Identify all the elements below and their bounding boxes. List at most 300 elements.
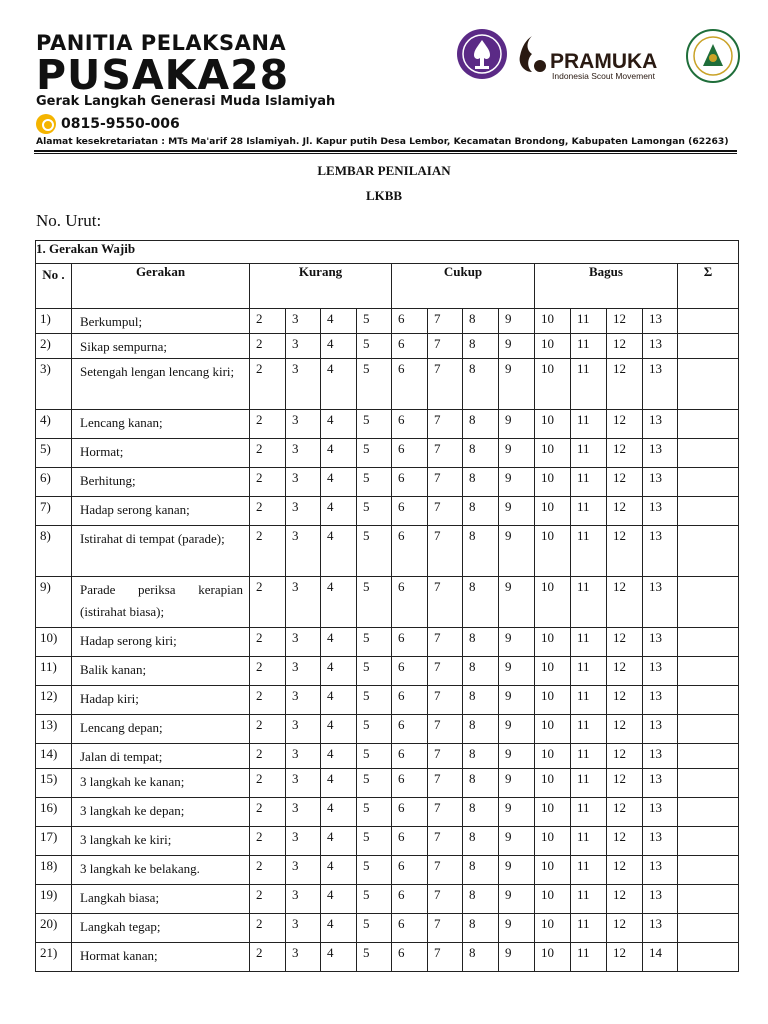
score-cell[interactable]: 2 xyxy=(250,885,286,914)
score-cell[interactable]: 10 xyxy=(535,526,571,577)
score-cell[interactable]: 6 xyxy=(392,943,428,972)
score-cell[interactable]: 13 xyxy=(643,827,678,856)
total-cell[interactable] xyxy=(678,410,739,439)
total-cell[interactable] xyxy=(678,798,739,827)
score-cell[interactable]: 9 xyxy=(499,309,535,334)
score-cell[interactable]: 12 xyxy=(607,439,643,468)
score-cell[interactable]: 4 xyxy=(321,497,357,526)
score-cell[interactable]: 7 xyxy=(428,439,463,468)
score-cell[interactable]: 8 xyxy=(463,686,499,715)
score-cell[interactable]: 7 xyxy=(428,526,463,577)
score-cell[interactable]: 7 xyxy=(428,914,463,943)
score-cell[interactable]: 7 xyxy=(428,827,463,856)
score-cell[interactable]: 5 xyxy=(357,686,392,715)
score-cell[interactable]: 9 xyxy=(499,798,535,827)
score-cell[interactable]: 4 xyxy=(321,439,357,468)
score-cell[interactable]: 2 xyxy=(250,309,286,334)
score-cell[interactable]: 2 xyxy=(250,468,286,497)
score-cell[interactable]: 6 xyxy=(392,856,428,885)
score-cell[interactable]: 7 xyxy=(428,798,463,827)
score-cell[interactable]: 5 xyxy=(357,359,392,410)
score-cell[interactable]: 5 xyxy=(357,827,392,856)
score-cell[interactable]: 8 xyxy=(463,856,499,885)
score-cell[interactable]: 6 xyxy=(392,526,428,577)
col-header-kurang: Kurang xyxy=(250,264,392,309)
total-cell[interactable] xyxy=(678,439,739,468)
score-cell[interactable]: 7 xyxy=(428,657,463,686)
score-cell[interactable]: 9 xyxy=(499,439,535,468)
score-cell[interactable]: 13 xyxy=(643,798,678,827)
score-cell[interactable]: 4 xyxy=(321,798,357,827)
row-number: 3) xyxy=(36,359,72,410)
score-cell[interactable]: 9 xyxy=(499,628,535,657)
score-cell[interactable]: 11 xyxy=(571,798,607,827)
score-cell[interactable]: 6 xyxy=(392,744,428,769)
score-cell[interactable]: 9 xyxy=(499,769,535,798)
score-cell[interactable]: 12 xyxy=(607,657,643,686)
score-cell[interactable]: 10 xyxy=(535,468,571,497)
score-cell[interactable]: 11 xyxy=(571,359,607,410)
score-cell[interactable]: 2 xyxy=(250,744,286,769)
score-cell[interactable]: 3 xyxy=(286,744,321,769)
score-cell[interactable]: 4 xyxy=(321,309,357,334)
table-row xyxy=(36,827,739,856)
score-cell[interactable]: 7 xyxy=(428,744,463,769)
score-cell[interactable]: 13 xyxy=(643,497,678,526)
score-cell[interactable]: 2 xyxy=(250,856,286,885)
score-cell[interactable]: 2 xyxy=(250,577,286,628)
score-cell[interactable]: 6 xyxy=(392,686,428,715)
score-cell[interactable]: 13 xyxy=(643,526,678,577)
score-cell[interactable]: 2 xyxy=(250,769,286,798)
score-cell[interactable]: 3 xyxy=(286,769,321,798)
score-cell[interactable]: 12 xyxy=(607,628,643,657)
score-cell[interactable]: 2 xyxy=(250,827,286,856)
score-cell[interactable]: 9 xyxy=(499,914,535,943)
score-cell[interactable]: 8 xyxy=(463,769,499,798)
score-cell[interactable]: 7 xyxy=(428,334,463,359)
score-cell[interactable]: 5 xyxy=(357,628,392,657)
score-cell[interactable]: 8 xyxy=(463,526,499,577)
score-cell[interactable]: 13 xyxy=(643,359,678,410)
score-cell[interactable]: 2 xyxy=(250,628,286,657)
score-cell[interactable]: 3 xyxy=(286,798,321,827)
score-cell[interactable]: 8 xyxy=(463,914,499,943)
score-cell[interactable]: 8 xyxy=(463,497,499,526)
score-cell[interactable]: 11 xyxy=(571,769,607,798)
total-cell[interactable] xyxy=(678,497,739,526)
score-cell[interactable]: 7 xyxy=(428,628,463,657)
score-cell[interactable]: 5 xyxy=(357,856,392,885)
score-cell[interactable]: 4 xyxy=(321,715,357,744)
score-cell[interactable]: 2 xyxy=(250,686,286,715)
score-cell[interactable]: 5 xyxy=(357,439,392,468)
total-cell[interactable] xyxy=(678,769,739,798)
score-cell[interactable]: 13 xyxy=(643,856,678,885)
score-cell[interactable]: 9 xyxy=(499,410,535,439)
total-cell[interactable] xyxy=(678,628,739,657)
score-cell[interactable]: 5 xyxy=(357,657,392,686)
movement-name: Hadap serong kanan; xyxy=(72,497,250,526)
score-cell[interactable]: 4 xyxy=(321,744,357,769)
score-cell[interactable]: 6 xyxy=(392,769,428,798)
total-cell[interactable] xyxy=(678,334,739,359)
score-cell[interactable]: 5 xyxy=(357,497,392,526)
score-cell[interactable]: 5 xyxy=(357,526,392,577)
secretariat-address: Alamat kesekretariatan : MTs Ma'arif 28 Islamiyah. Jl. Kapur putih Desa Lembor, Kecamatan Brondong, Kabupaten Lamongan (62263) xyxy=(36,136,729,147)
score-cell[interactable]: 5 xyxy=(357,410,392,439)
score-cell[interactable]: 11 xyxy=(571,885,607,914)
score-cell[interactable]: 13 xyxy=(643,744,678,769)
score-cell[interactable]: 3 xyxy=(286,468,321,497)
score-cell[interactable]: 10 xyxy=(535,628,571,657)
score-cell[interactable]: 3 xyxy=(286,657,321,686)
total-cell[interactable] xyxy=(678,359,739,410)
score-cell[interactable]: 3 xyxy=(286,439,321,468)
table-row xyxy=(36,914,739,943)
total-cell[interactable] xyxy=(678,943,739,972)
total-cell[interactable] xyxy=(678,657,739,686)
score-cell[interactable]: 5 xyxy=(357,468,392,497)
score-cell[interactable]: 9 xyxy=(499,468,535,497)
score-cell[interactable]: 11 xyxy=(571,657,607,686)
score-cell[interactable]: 6 xyxy=(392,628,428,657)
score-cell[interactable]: 8 xyxy=(463,334,499,359)
score-cell[interactable]: 2 xyxy=(250,657,286,686)
score-cell[interactable]: 6 xyxy=(392,914,428,943)
score-cell[interactable]: 10 xyxy=(535,497,571,526)
score-cell[interactable]: 9 xyxy=(499,744,535,769)
row-number: 20) xyxy=(36,914,72,943)
score-cell[interactable]: 13 xyxy=(643,334,678,359)
score-cell[interactable]: 4 xyxy=(321,577,357,628)
score-cell[interactable]: 5 xyxy=(357,769,392,798)
score-cell[interactable]: 10 xyxy=(535,769,571,798)
col-header-no: No . xyxy=(36,264,72,309)
score-cell[interactable]: 9 xyxy=(499,359,535,410)
row-number: 19) xyxy=(36,885,72,914)
score-cell[interactable]: 8 xyxy=(463,439,499,468)
score-cell[interactable]: 6 xyxy=(392,885,428,914)
total-cell[interactable] xyxy=(678,715,739,744)
score-cell[interactable]: 3 xyxy=(286,715,321,744)
total-cell[interactable] xyxy=(678,686,739,715)
score-cell[interactable]: 3 xyxy=(286,526,321,577)
score-cell[interactable]: 10 xyxy=(535,686,571,715)
score-cell[interactable]: 10 xyxy=(535,410,571,439)
score-cell[interactable]: 8 xyxy=(463,657,499,686)
score-cell[interactable]: 13 xyxy=(643,309,678,334)
score-cell[interactable]: 11 xyxy=(571,827,607,856)
score-cell[interactable]: 3 xyxy=(286,309,321,334)
score-cell[interactable]: 8 xyxy=(463,468,499,497)
score-cell[interactable]: 5 xyxy=(357,577,392,628)
total-cell[interactable] xyxy=(678,526,739,577)
score-cell[interactable]: 2 xyxy=(250,526,286,577)
table-row xyxy=(36,309,739,334)
score-cell[interactable]: 4 xyxy=(321,334,357,359)
score-cell[interactable]: 10 xyxy=(535,439,571,468)
score-cell[interactable]: 5 xyxy=(357,334,392,359)
row-number: 10) xyxy=(36,628,72,657)
total-cell[interactable] xyxy=(678,856,739,885)
score-cell[interactable]: 13 xyxy=(643,686,678,715)
score-cell[interactable]: 2 xyxy=(250,798,286,827)
score-cell[interactable]: 11 xyxy=(571,628,607,657)
total-cell[interactable] xyxy=(678,468,739,497)
score-cell[interactable]: 7 xyxy=(428,410,463,439)
score-cell[interactable]: 7 xyxy=(428,468,463,497)
score-cell[interactable]: 13 xyxy=(643,628,678,657)
score-cell[interactable]: 9 xyxy=(499,334,535,359)
score-cell[interactable]: 5 xyxy=(357,798,392,827)
score-cell[interactable]: 5 xyxy=(357,309,392,334)
score-cell[interactable]: 7 xyxy=(428,577,463,628)
movement-name: Berhitung; xyxy=(72,468,250,497)
score-cell[interactable]: 7 xyxy=(428,769,463,798)
score-cell[interactable]: 9 xyxy=(499,827,535,856)
score-cell[interactable]: 2 xyxy=(250,914,286,943)
score-cell[interactable]: 8 xyxy=(463,410,499,439)
score-cell[interactable]: 4 xyxy=(321,359,357,410)
movement-name: Jalan di tempat; xyxy=(72,744,250,769)
score-cell[interactable]: 8 xyxy=(463,827,499,856)
score-cell[interactable]: 6 xyxy=(392,577,428,628)
score-cell[interactable]: 8 xyxy=(463,309,499,334)
score-cell[interactable]: 12 xyxy=(607,410,643,439)
score-cell[interactable]: 2 xyxy=(250,715,286,744)
score-cell[interactable]: 3 xyxy=(286,334,321,359)
score-cell[interactable]: 8 xyxy=(463,359,499,410)
score-cell[interactable]: 11 xyxy=(571,943,607,972)
score-cell[interactable]: 12 xyxy=(607,334,643,359)
score-cell[interactable]: 12 xyxy=(607,686,643,715)
event-name: PUSAKA28 xyxy=(36,51,290,99)
event-tagline: Gerak Langkah Generasi Muda Islamiyah xyxy=(36,94,336,109)
total-cell[interactable] xyxy=(678,577,739,628)
score-cell[interactable]: 11 xyxy=(571,856,607,885)
score-cell[interactable]: 9 xyxy=(499,526,535,577)
score-cell[interactable]: 11 xyxy=(571,686,607,715)
score-cell[interactable]: 13 xyxy=(643,885,678,914)
score-cell[interactable]: 4 xyxy=(321,468,357,497)
score-cell[interactable]: 3 xyxy=(286,885,321,914)
score-cell[interactable]: 6 xyxy=(392,798,428,827)
score-cell[interactable]: 9 xyxy=(499,715,535,744)
score-cell[interactable]: 2 xyxy=(250,943,286,972)
score-cell[interactable]: 8 xyxy=(463,628,499,657)
score-cell[interactable]: 4 xyxy=(321,686,357,715)
score-cell[interactable]: 8 xyxy=(463,943,499,972)
score-cell[interactable]: 7 xyxy=(428,497,463,526)
score-cell[interactable]: 11 xyxy=(571,410,607,439)
score-cell[interactable]: 11 xyxy=(571,439,607,468)
score-cell[interactable]: 4 xyxy=(321,856,357,885)
score-cell[interactable]: 6 xyxy=(392,468,428,497)
score-cell[interactable]: 4 xyxy=(321,943,357,972)
score-cell[interactable]: 12 xyxy=(607,943,643,972)
score-cell[interactable]: 8 xyxy=(463,885,499,914)
score-cell[interactable]: 12 xyxy=(607,827,643,856)
score-cell[interactable]: 5 xyxy=(357,885,392,914)
score-cell[interactable]: 4 xyxy=(321,628,357,657)
score-cell[interactable]: 4 xyxy=(321,914,357,943)
score-cell[interactable]: 5 xyxy=(357,715,392,744)
score-cell[interactable]: 3 xyxy=(286,686,321,715)
score-cell[interactable]: 7 xyxy=(428,359,463,410)
score-cell[interactable]: 6 xyxy=(392,497,428,526)
row-number: 12) xyxy=(36,686,72,715)
score-cell[interactable]: 10 xyxy=(535,943,571,972)
score-cell[interactable]: 10 xyxy=(535,798,571,827)
score-cell[interactable]: 8 xyxy=(463,715,499,744)
score-cell[interactable]: 4 xyxy=(321,657,357,686)
score-cell[interactable]: 7 xyxy=(428,309,463,334)
score-cell[interactable]: 13 xyxy=(643,657,678,686)
score-cell[interactable]: 12 xyxy=(607,497,643,526)
pramuka-subtitle: Indonesia Scout Movement xyxy=(552,71,656,81)
no-urut-label: No. Urut: xyxy=(36,211,102,230)
table-row xyxy=(36,577,739,628)
score-cell[interactable]: 10 xyxy=(535,827,571,856)
score-cell[interactable]: 6 xyxy=(392,439,428,468)
score-cell[interactable]: 3 xyxy=(286,856,321,885)
total-cell[interactable] xyxy=(678,827,739,856)
score-cell[interactable]: 4 xyxy=(321,885,357,914)
score-cell[interactable]: 5 xyxy=(357,943,392,972)
score-cell[interactable]: 9 xyxy=(499,657,535,686)
score-cell[interactable]: 7 xyxy=(428,715,463,744)
score-cell[interactable]: 2 xyxy=(250,410,286,439)
score-cell[interactable]: 13 xyxy=(643,439,678,468)
score-cell[interactable]: 9 xyxy=(499,943,535,972)
score-cell[interactable]: 11 xyxy=(571,497,607,526)
score-cell[interactable]: 9 xyxy=(499,885,535,914)
score-cell[interactable]: 6 xyxy=(392,410,428,439)
total-cell[interactable] xyxy=(678,744,739,769)
score-cell[interactable]: 3 xyxy=(286,577,321,628)
score-cell[interactable]: 12 xyxy=(607,914,643,943)
score-cell[interactable]: 9 xyxy=(499,856,535,885)
score-cell[interactable]: 6 xyxy=(392,334,428,359)
score-cell[interactable]: 13 xyxy=(643,715,678,744)
score-cell[interactable]: 12 xyxy=(607,769,643,798)
score-cell[interactable]: 6 xyxy=(392,715,428,744)
score-cell[interactable]: 8 xyxy=(463,744,499,769)
score-cell[interactable]: 7 xyxy=(428,856,463,885)
score-cell[interactable]: 7 xyxy=(428,885,463,914)
score-cell[interactable]: 11 xyxy=(571,744,607,769)
movement-name: Setengah lengan lencang kiri; xyxy=(72,359,250,410)
score-cell[interactable]: 12 xyxy=(607,744,643,769)
score-cell[interactable]: 10 xyxy=(535,334,571,359)
movement-name: Istirahat di tempat (parade); xyxy=(72,526,250,577)
score-cell[interactable]: 11 xyxy=(571,468,607,497)
score-cell[interactable]: 3 xyxy=(286,410,321,439)
score-cell[interactable]: 9 xyxy=(499,577,535,628)
score-cell[interactable]: 7 xyxy=(428,943,463,972)
score-cell[interactable]: 2 xyxy=(250,497,286,526)
score-cell[interactable]: 6 xyxy=(392,827,428,856)
movement-name: 3 langkah ke belakang. xyxy=(72,856,250,885)
score-cell[interactable]: 10 xyxy=(535,715,571,744)
score-cell[interactable]: 11 xyxy=(571,526,607,577)
score-cell[interactable]: 3 xyxy=(286,359,321,410)
score-cell[interactable]: 8 xyxy=(463,798,499,827)
score-cell[interactable]: 3 xyxy=(286,497,321,526)
row-number: 13) xyxy=(36,715,72,744)
score-cell[interactable]: 7 xyxy=(428,686,463,715)
score-cell[interactable]: 2 xyxy=(250,359,286,410)
score-cell[interactable]: 4 xyxy=(321,769,357,798)
score-cell[interactable]: 9 xyxy=(499,497,535,526)
score-cell[interactable]: 6 xyxy=(392,657,428,686)
score-cell[interactable]: 10 xyxy=(535,885,571,914)
score-cell[interactable]: 12 xyxy=(607,526,643,577)
score-cell[interactable]: 11 xyxy=(571,577,607,628)
score-cell[interactable]: 12 xyxy=(607,359,643,410)
score-cell[interactable]: 9 xyxy=(499,686,535,715)
score-cell[interactable]: 11 xyxy=(571,334,607,359)
score-cell[interactable]: 10 xyxy=(535,359,571,410)
score-cell[interactable]: 11 xyxy=(571,715,607,744)
total-cell[interactable] xyxy=(678,885,739,914)
score-cell[interactable]: 2 xyxy=(250,334,286,359)
score-cell[interactable]: 3 xyxy=(286,628,321,657)
score-cell[interactable]: 10 xyxy=(535,577,571,628)
score-cell[interactable]: 12 xyxy=(607,468,643,497)
score-cell[interactable]: 10 xyxy=(535,744,571,769)
score-cell[interactable]: 11 xyxy=(571,309,607,334)
total-cell[interactable] xyxy=(678,309,739,334)
score-cell[interactable]: 10 xyxy=(535,309,571,334)
score-cell[interactable]: 5 xyxy=(357,914,392,943)
score-cell[interactable]: 12 xyxy=(607,856,643,885)
score-cell[interactable]: 10 xyxy=(535,856,571,885)
score-cell[interactable]: 4 xyxy=(321,410,357,439)
score-cell[interactable]: 13 xyxy=(643,914,678,943)
score-cell[interactable]: 5 xyxy=(357,744,392,769)
score-cell[interactable]: 3 xyxy=(286,943,321,972)
score-cell[interactable]: 13 xyxy=(643,468,678,497)
score-cell[interactable]: 8 xyxy=(463,577,499,628)
score-cell[interactable]: 13 xyxy=(643,769,678,798)
score-cell[interactable]: 4 xyxy=(321,526,357,577)
score-cell[interactable]: 10 xyxy=(535,657,571,686)
score-cell[interactable]: 10 xyxy=(535,914,571,943)
section-row xyxy=(36,241,739,264)
score-cell[interactable]: 12 xyxy=(607,715,643,744)
score-cell[interactable]: 14 xyxy=(643,943,678,972)
score-cell[interactable]: 12 xyxy=(607,309,643,334)
score-cell[interactable]: 12 xyxy=(607,885,643,914)
score-cell[interactable]: 12 xyxy=(607,577,643,628)
score-cell[interactable]: 13 xyxy=(643,410,678,439)
score-cell[interactable]: 6 xyxy=(392,359,428,410)
score-cell[interactable]: 11 xyxy=(571,914,607,943)
total-cell[interactable] xyxy=(678,914,739,943)
row-number: 9) xyxy=(36,577,72,628)
score-cell[interactable]: 3 xyxy=(286,827,321,856)
table-row xyxy=(36,715,739,744)
score-cell[interactable]: 4 xyxy=(321,827,357,856)
score-cell[interactable]: 13 xyxy=(643,577,678,628)
committee-heading: PANITIA PELAKSANA xyxy=(36,31,287,55)
score-cell[interactable]: 6 xyxy=(392,309,428,334)
score-cell[interactable]: 3 xyxy=(286,914,321,943)
score-cell[interactable]: 2 xyxy=(250,439,286,468)
score-cell[interactable]: 12 xyxy=(607,798,643,827)
